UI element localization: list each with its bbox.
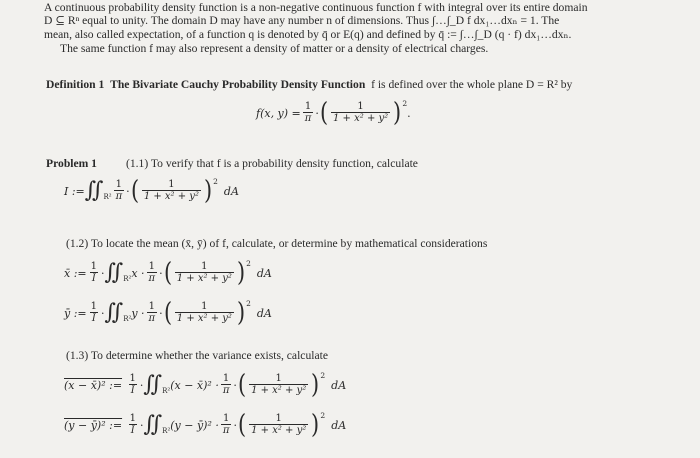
problem-1-2-text: (1.2) To locate the mean (x̄, ȳ) of f, calculate, or determine by mathematical considerations <box>66 237 488 250</box>
formula-I: I := ∬ $_{R^2}$ $\frac{1}{\pi}$ · ( $\frac{1}{\text{1 + x² + y²}}$ ) $^2$ dA <box>64 176 239 206</box>
formula-ybar: ȳ := $\frac{1}{I}$ · ∬ $_{R^2}$ y · $\frac{1}{\pi}$ · ( $\frac{1}{\text{1 + x² + y²}}$ ) $^2$ dA <box>64 298 272 328</box>
problem-1-3-text: (1.3) To determine whether the variance exists, calculate <box>66 349 328 362</box>
intro-line-1: A continuous probability density function is a non-negative continuous function f with integral over its entire domain <box>44 1 588 14</box>
problem-label: Problem 1 <box>46 157 97 170</box>
problem-line <box>46 157 97 170</box>
one-over-pi: $\frac{1}{\pi}$ <box>304 101 312 124</box>
density-formula: f(x, y) = $\frac{1}{\pi}$ · ( $\frac{1}{\text{1 + x² + y²}}$ ) $^2$ . <box>256 98 411 128</box>
definition-line <box>46 78 572 91</box>
formula-xbar: x̄ := $\frac{1}{I}$ · ∬ $_{R^2}$ x · $\frac{1}{\pi}$ · ( $\frac{1}{\text{1 + x² + y²}}$ ) $^2$ dA <box>64 258 272 288</box>
definition-title: The Bivariate Cauchy Probability Density Function <box>110 78 366 91</box>
intro-line-2: D ⊆ Rⁿ equal to unity. The domain D may have any number n of dimensions. Thus ∫…∫_D f dx₁…dxₙ = 1. The <box>44 14 560 27</box>
formula-var-x: (x − x̄)² := $\frac{1}{I}$ · ∬ $_{R^2}$ (x − x̄)² · $\frac{1}{\pi}$ · ( $\frac{1}{\text{1 + x² + y²}}$ ) $^2$ dA <box>64 370 347 400</box>
intro-line-3: mean, also called expectation, of a function q is denoted by q̄ or E(q) and defined by q̄ := ∫…∫_D (q · f) dx₁…dxₙ. <box>44 28 572 41</box>
problem-1-1-text: (1.1) To verify that f is a probability density function, calculate <box>126 157 418 170</box>
definition-text: f is defined over the whole plane D = R² by <box>371 78 573 91</box>
definition-label: Definition 1 <box>46 78 105 91</box>
f-lhs: f(x, y) = <box>256 106 301 120</box>
formula-var-y: (y − ȳ)² := $\frac{1}{I}$ · ∬ $_{R^2}$ (y − ȳ)² · $\frac{1}{\pi}$ · ( $\frac{1}{\text{1 + x² + y²}}$ ) $^2$ dA <box>64 410 347 440</box>
intro-line-4: The same function f may also represent a density of matter or a density of electrical charges. <box>60 42 489 55</box>
cauchy-fraction: $\frac{1}{\text{1 + x² + y²}}$ <box>333 101 389 124</box>
